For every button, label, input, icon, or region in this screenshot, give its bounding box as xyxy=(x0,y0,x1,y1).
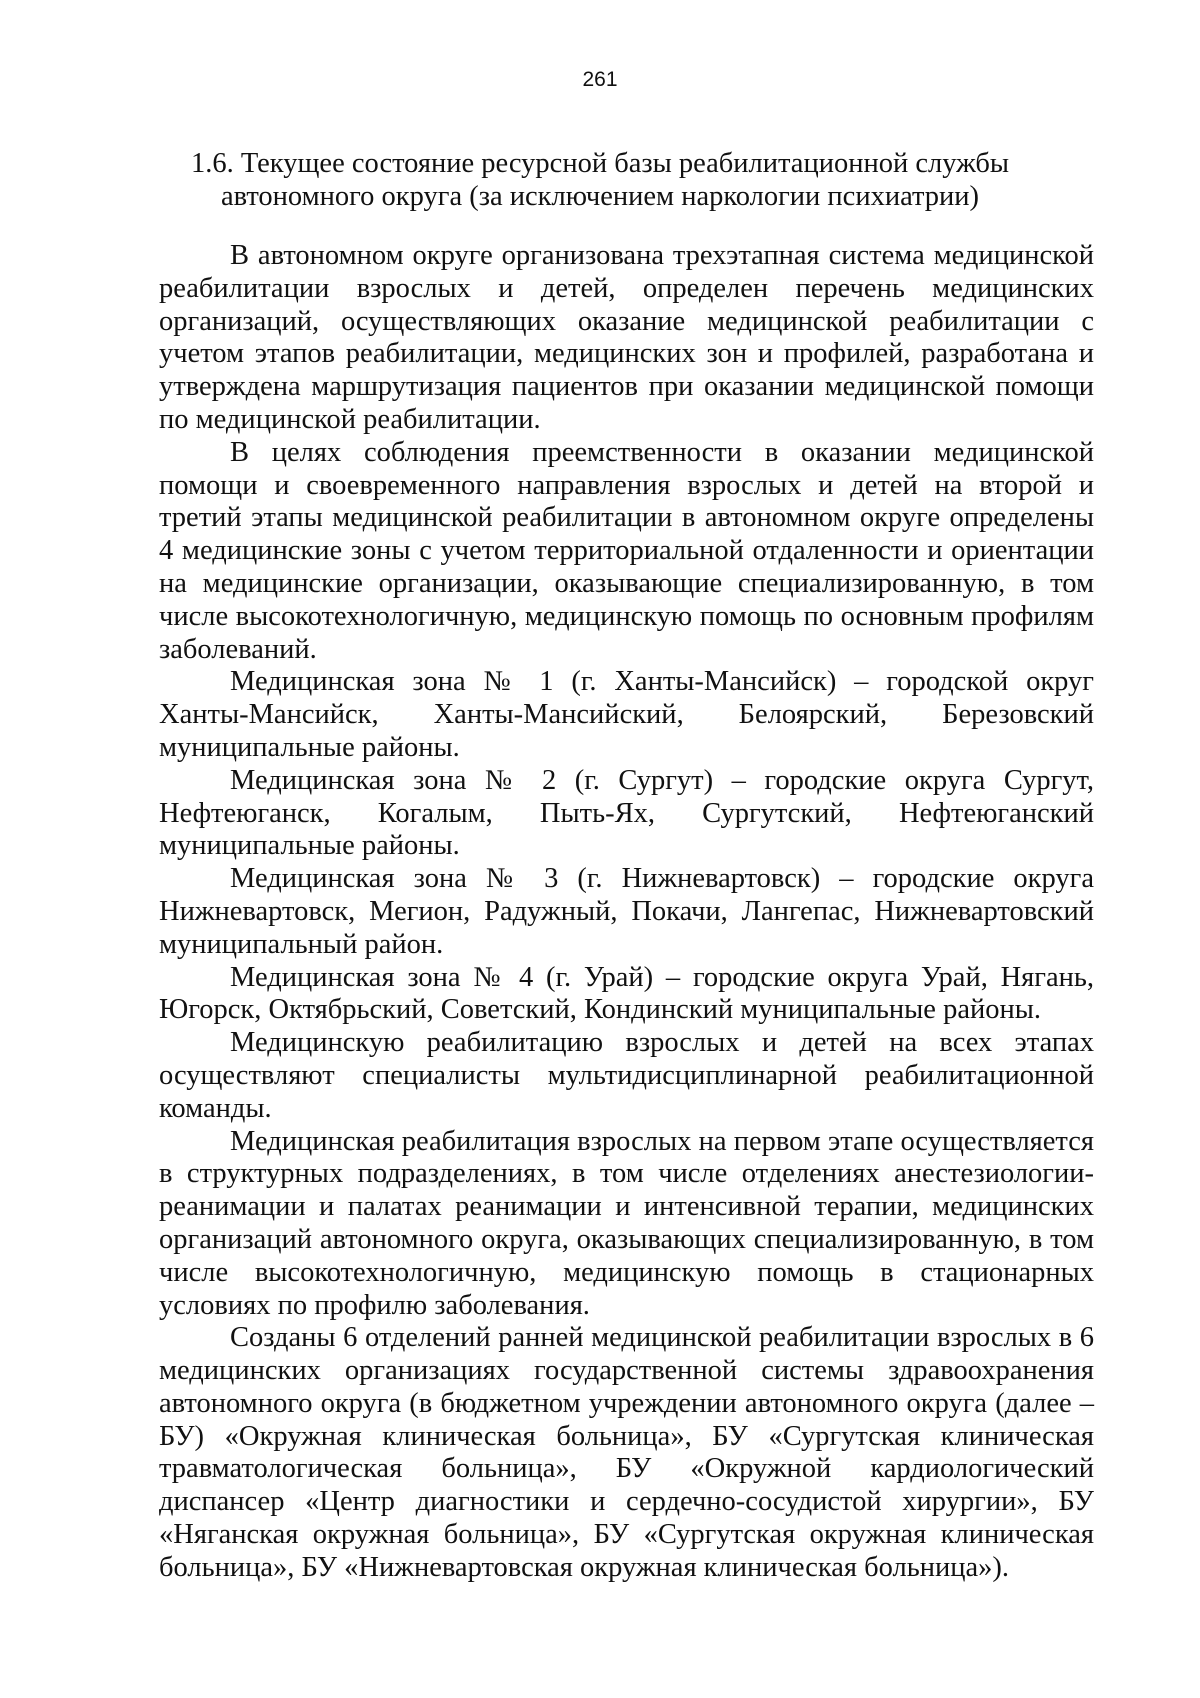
paragraph-zone-3: Медицинская зона № 3 (г. Нижневартовск) – городские округа Нижневартовск, Мегион, Радужный, Покачи, Лангепас, Нижневартовский муниципальный район. xyxy=(159,863,1094,960)
paragraph-first-stage: Медицинская реабилитация взрослых на первом этапе осуществляется в структурных подразделениях, в том числе отделениях анестезиологии-реанимации и палатах реанимации и интенсивной терапии, медицинских организаций автономного округа, оказывающих специализированную, в том числе высокотехнологичную, медицинскую помощь в стационарных условиях по профилю заболевания. xyxy=(159,1125,1094,1321)
heading-line-2: автономного округа (за исключением наркологии психиатрии) xyxy=(220,181,980,212)
section-heading xyxy=(150,147,1050,213)
paragraph-zone-1: Медицинская зона № 1 (г. Ханты-Мансийск) – городской округ Ханты-Мансийск, Ханты-Мансийский, Белоярский, Березовский муниципальные районы. xyxy=(159,666,1094,763)
paragraph-specialists: Медицинскую реабилитацию взрослых и детей на всех этапах осуществляют специалисты мультидисциплинарной реабилитационной команды. xyxy=(159,1027,1094,1124)
paragraph-rehab-system: В автономном округе организована трехэтапная система медицинской реабилитации взрослых и детей, определен перечень медицинских организаций, осуществляющих оказание медицинской реабилитации с учетом этапов реабилитации, медицинских зон и профилей, разработана и утверждена маршрутизация пациентов при оказании медицинской помощи по медицинской реабилитации. xyxy=(159,240,1094,435)
paragraph-zone-2: Медицинская зона № 2 (г. Сургут) – городские округа Сургут, Нефтеюганск, Когалым, Пыть-Ях, Сургутский, Нефтеюганский муниципальные районы. xyxy=(159,764,1094,862)
heading-line-1: 1.6. Текущее состояние ресурсной базы реабилитационной службы xyxy=(190,148,1010,179)
paragraph-departments: Созданы 6 отделений ранней медицинской реабилитации взрослых в 6 медицинских организациях государственной системы здравоохранения автономного округа (в бюджетном учреждении автономного округа (далее – БУ) «Окружная клиническая больница», БУ «Сургутская клиническая травматологическая больница», БУ «Окружной кардиологический диспансер «Центр диагностики и сердечно-сосудистой хирургии», БУ «Няганская окружная больница», БУ «Сургутская окружная клиническая больница», БУ «Нижневартовская окружная клиническая больница»). xyxy=(159,1322,1094,1583)
paragraph-medical-zones: В целях соблюдения преемственности в оказании медицинской помощи и своевременного направления взрослых и детей на второй и третий этапы медицинской реабилитации в автономном округе определены 4 медицинские зоны с учетом территориальной отдаленности и ориентации на медицинские организации, оказывающие специализированную, в том числе высокотехнологичную, медицинскую помощь по основным профилям заболеваний. xyxy=(159,436,1094,665)
document-body xyxy=(159,240,1094,1585)
page-number: 261 xyxy=(582,68,618,91)
paragraph-zone-4: Медицинская зона № 4 (г. Урай) – городские округа Урай, Нягань, Югорск, Октябрьский, Советский, Кондинский муниципальные районы. xyxy=(159,961,1094,1026)
